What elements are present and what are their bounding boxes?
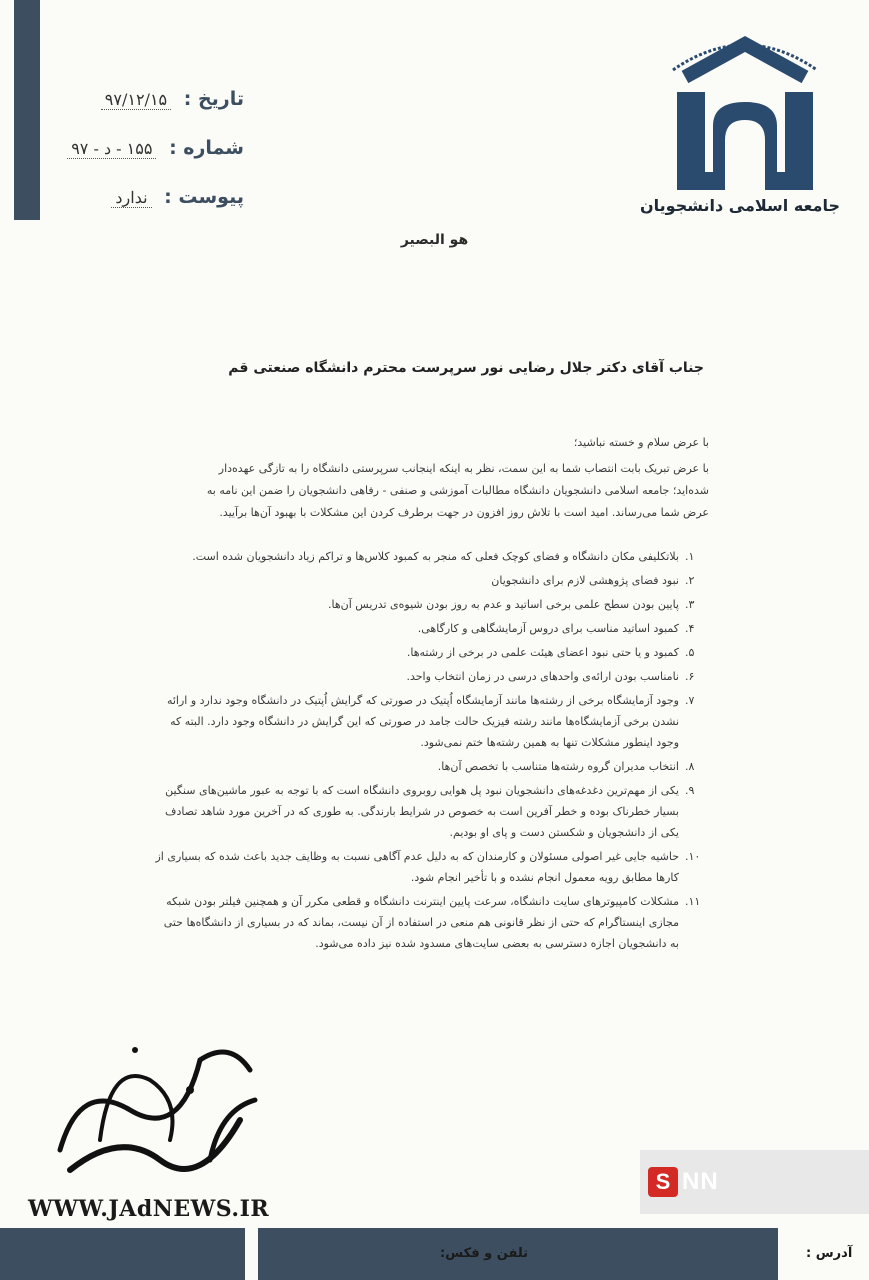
issue-list — [154, 546, 709, 957]
snn-nn-text: NN — [682, 1168, 719, 1195]
number-line — [67, 137, 244, 159]
item-number: ۴. — [685, 622, 695, 635]
address-label: آدرس : — [806, 1246, 853, 1261]
list-item — [154, 546, 709, 567]
item-text: بلاتکلیفی مکان دانشگاه و فضای کوچک فعلی که منجر به کمبود کلاس‌ها و تراکم زیاد دانشجویان شده است. — [192, 550, 679, 563]
footer-segment — [0, 1228, 245, 1280]
item-number: ۱۱. — [685, 895, 701, 908]
date-value: ۹۷/۱۲/۱۵ — [101, 90, 171, 110]
item-text: یکی از مهم‌ترین دغدغه‌های دانشجویان نبود پل هوایی روبروی دانشگاه است که با توجه به عبور ماشین‌های سنگین بسیار خطرناک بوده و خطر آفرین است به خصوص در شرایط بارندگی. به طوری که در آخرین مورد شاهد تصادف یکی از دانشجویان و شکستن دست و پای او بودیم. — [165, 784, 679, 839]
item-text: کمبود و یا حتی نبود اعضای هیئت علمی در برخی از رشته‌ها. — [406, 646, 679, 659]
list-item — [154, 891, 709, 954]
item-text: مشکلات کامپیوترهای سایت دانشگاه، سرعت پایین اینترنت دانشگاه و قطعی مکرر آن و همچنین فیلتر بودن شبکه مجازی اینستاگرام که حتی از نظر قانونی هم منعی در استفاده از آن نیست، بماند که در بسیاری از دانشگاه‌ها حتی به دانشجویان اجازه دسترسی به بعضی سایت‌های مسدود شده نیز داده می‌شود. — [163, 895, 679, 950]
attachment-value: ندارد — [111, 188, 151, 208]
item-text: کمبود اساتید مناسب برای دروس آزمایشگاهی و کارگاهی. — [417, 622, 679, 635]
item-text: پایین بودن سطح علمی برخی اساتید و عدم به روز بودن شیوه‌ی تدریس آن‌ها. — [328, 598, 679, 611]
website-url: WWW.JAdNEWS.IR — [28, 1196, 270, 1222]
date-line — [101, 88, 244, 110]
item-number: ۲. — [685, 574, 695, 587]
item-number: ۶. — [685, 670, 695, 683]
list-item — [154, 666, 709, 687]
item-text: نامناسب بودن ارائه‌ی واحدهای درسی در زمان انتخاب واحد. — [406, 670, 679, 683]
item-text: وجود آزمایشگاه برخی از رشته‌ها مانند آزمایشگاه اُپتیک در صورتی که گرایش اُپتیک در دانشگاه وجود ندارد و ارائه نشدن برخی آزمایشگاه‌ها مانند رشته فیزیک حالت جامد در صورتی که این گرایش در دانشگاه وجود دارد. البته که وجود اینطور مشکلات تنها به همین رشته‌ها ختم نمی‌شود. — [166, 694, 679, 749]
date-label: تاریخ : — [183, 88, 244, 110]
list-item — [154, 642, 709, 663]
item-number: ۹. — [685, 784, 695, 797]
number-label: شماره : — [169, 137, 244, 159]
logo-name: جامعه اسلامی دانشجویان — [640, 196, 840, 215]
list-item — [154, 570, 709, 591]
list-item — [154, 846, 709, 888]
number-value: ۱۵۵ - د - ۹۷ — [67, 139, 156, 159]
list-item — [154, 756, 709, 777]
snn-watermark — [640, 1150, 869, 1214]
item-number: ۸. — [685, 760, 695, 773]
item-text: انتخاب مدیران گروه رشته‌ها متناسب با تخصص آن‌ها. — [437, 760, 679, 773]
letter-intro: با عرض تبریک بابت انتصاب شما به این سمت، نظر به اینکه اینجانب سرپرستی دانشگاه را به تازگی عهده‌دار شده‌اید؛ جامعه اسلامی دانشجویان دانشگاه مطالبات آموزشی و صنفی - رفاهی دانشجویان را ضمن این نامه به عرض شما می‌رساند. امید است با تلاش روز افزون در جهت برطرف کردن این مشکلات با بهبود آن‌ها برآیید. — [206, 462, 709, 519]
snn-s-box: S — [648, 1167, 678, 1197]
phone-label: تلفن و فکس: — [440, 1246, 529, 1261]
attachment-line — [111, 186, 244, 208]
item-number: ۱۰. — [685, 850, 701, 863]
item-number: ۳. — [685, 598, 695, 611]
calligraphy-signature — [40, 1020, 270, 1185]
attachment-label: پیوست : — [164, 186, 244, 208]
left-accent-bar — [14, 0, 40, 220]
letter-heading: هو البصیر — [400, 232, 469, 248]
organization-logo — [655, 22, 835, 222]
list-item — [154, 780, 709, 843]
letter-recipient: جناب آقای دکتر جلال رضایی نور سرپرست محترم دانشگاه صنعتی قم — [228, 360, 704, 376]
list-item — [154, 618, 709, 639]
item-number: ۷. — [685, 694, 695, 707]
item-text: حاشیه جایی غیر اصولی مسئولان و کارمندان که به دلیل عدم آگاهی نسبت به وظایف جدید باعث شده که بسیاری از کارها مطابق رویه معمول انجام نشده و با تأخیر انجام شود. — [155, 850, 679, 884]
footer-bar — [0, 1228, 869, 1280]
letter-greeting: با عرض سلام و خسته نباشید؛ — [573, 436, 709, 449]
item-text: نبود فضای پژوهشی لازم برای دانشجویان — [491, 574, 679, 587]
item-number: ۱. — [685, 550, 695, 563]
item-number: ۵. — [685, 646, 695, 659]
list-item — [154, 594, 709, 615]
list-item — [154, 690, 709, 753]
